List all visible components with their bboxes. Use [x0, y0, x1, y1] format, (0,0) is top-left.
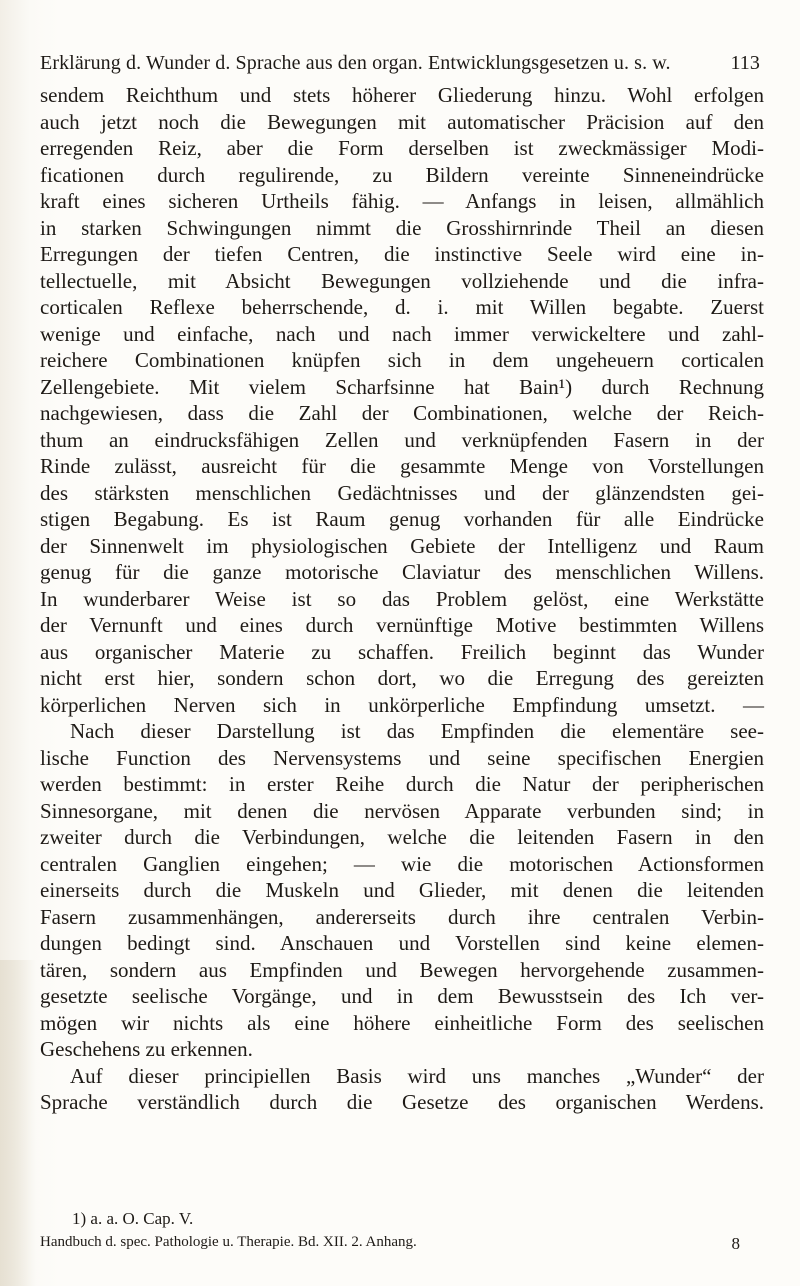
text-line: Sprache verständlich durch die Gesetze des organischen Werdens.	[40, 1090, 764, 1114]
text-line: zweiter durch die Verbindungen, welche die leitenden Fasern in den	[40, 825, 764, 849]
text-line: nicht erst hier, sondern schon dort, wo die Erregung des gereizten	[40, 666, 764, 690]
text-line: Nach dieser Darstellung ist das Empfinden die elementäre see-	[70, 719, 764, 743]
text-line: reichere Combinationen knüpfen sich in dem ungeheuern corticalen	[40, 348, 764, 372]
text-line: Erregungen der tiefen Centren, die instinctive Seele wird eine in-	[40, 242, 764, 266]
text-line: Auf dieser principiellen Basis wird uns manches „Wunder“ der	[70, 1063, 764, 1088]
text-line: der Vernunft und eines durch vernünftige Motive bestimmten Willens	[40, 613, 764, 637]
running-title: Erklärung d. Wunder d. Sprache aus den organ. Entwicklungsgesetzen u. s. w.	[40, 52, 671, 74]
text-line: tären, sondern aus Empfinden und Bewegen hervorgehende zusammen-	[40, 957, 764, 982]
text-line: Fasern zusammenhängen, andererseits durch ihre centralen Verbin-	[40, 904, 764, 929]
text-line: gesetzte seelische Vorgänge, und in dem Bewusstsein des Ich ver-	[40, 984, 764, 1008]
text-line: auch jetzt noch die Bewegungen mit automatischer Präcision auf den	[40, 109, 764, 134]
printer-imprint	[40, 1234, 740, 1251]
text-line: centralen Ganglien eingehen; — wie die motorischen Actionsformen	[40, 851, 764, 876]
page-edge-shadow	[0, 960, 36, 1286]
signature-mark: 8	[731, 1234, 740, 1253]
text-line: erregenden Reiz, aber die Form derselben ist zweckmässiger Modi-	[40, 136, 764, 160]
page-number: 113	[730, 52, 760, 74]
text-line: in starken Schwingungen nimmt die Grosshirnrinde Theil an diesen	[40, 215, 764, 240]
text-line: Zellengebiete. Mit vielem Scharfsinne hat Bain¹) durch Rechnung	[40, 374, 764, 399]
text-line: stigen Begabung. Es ist Raum genug vorhanden für alle Eindrücke	[40, 507, 764, 531]
text-line: sendem Reichthum und stets höherer Gliederung hinzu. Wohl erfolgen	[40, 83, 764, 107]
text-line: wenige und einfache, nach und nach immer verwickeltere und zahl-	[40, 321, 764, 346]
text-line: tellectuelle, mit Absicht Bewegungen vollziehende und die infra-	[40, 268, 764, 293]
text-line: Rinde zulässt, ausreicht für die gesammte Menge von Vorstellungen	[40, 454, 764, 478]
text-line: werden bestimmt: in erster Reihe durch die Natur der peripherischen	[40, 772, 764, 796]
imprint-text: Handbuch d. spec. Pathologie u. Therapie. Bd. XII. 2. Anhang.	[40, 1234, 417, 1250]
running-head	[40, 52, 760, 75]
text-line: thum an eindrucksfähigen Zellen und verknüpfenden Fasern in der	[40, 427, 764, 452]
text-line: der Sinnenwelt im physiologischen Gebiete der Intelligenz und Raum	[40, 533, 764, 558]
text-line: des stärksten menschlichen Gedächtnisses und der glänzendsten gei-	[40, 480, 764, 505]
text-line: genug für die ganze motorische Claviatur des menschlichen Willens.	[40, 560, 764, 584]
text-line: corticalen Reflexe beherrschende, d. i. mit Willen begabte. Zuerst	[40, 295, 764, 319]
text-line: kraft eines sicheren Urtheils fähig. — Anfangs in leisen, allmählich	[40, 189, 764, 213]
text-line: aus organischer Materie zu schaffen. Freilich beginnt das Wunder	[40, 639, 764, 664]
text-line: dungen bedingt sind. Anschauen und Vorstellen sind keine elemen-	[40, 931, 764, 955]
footnote: 1) a. a. O. Cap. V.	[72, 1209, 194, 1228]
text-line: mögen wir nichts als eine höhere einheitliche Form des seelischen	[40, 1010, 764, 1035]
text-line: körperlichen Nerven sich in unkörperliche Empfindung umsetzt. —	[40, 692, 764, 717]
text-line: In wunderbarer Weise ist so das Problem gelöst, eine Werkstätte	[40, 586, 764, 611]
text-line: einerseits durch die Muskeln und Glieder, mit denen die leitenden	[40, 878, 764, 902]
text-line: lische Function des Nervensystems und seine specifischen Energien	[40, 745, 764, 770]
body-text	[40, 82, 764, 1116]
text-line: ficationen durch regulirende, zu Bildern vereinte Sinneneindrücke	[40, 162, 764, 187]
text-line: nachgewiesen, dass die Zahl der Combinationen, welche der Reich-	[40, 401, 764, 425]
text-line: Geschehens zu erkennen.	[40, 1037, 253, 1061]
text-line: Sinnesorgane, mit denen die nervösen Apparate verbunden sind; in	[40, 798, 764, 823]
